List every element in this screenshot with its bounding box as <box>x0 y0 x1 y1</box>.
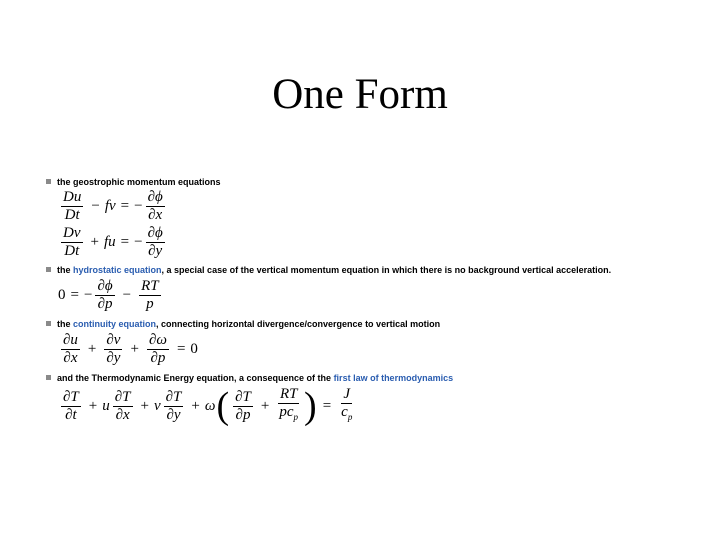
bullet-icon <box>46 179 51 184</box>
item-text-prefix: and the Thermodynamic Energy equation, a consequence of the <box>57 373 334 383</box>
equation-thermodynamic: $\frac{\partial T}{\partial t}$ + u $\frac{\partial T}{\partial x}$ + v $\frac{\partial T}{\partial y}$ + ω ( $\frac{\partial T}{\partial p}$ + $\frac{RT}{pc_p}$ ) = $\frac{J}{c_p}$ <box>63 385 353 427</box>
item-text-prefix: the <box>57 265 74 275</box>
bullet-item-thermodynamic <box>46 373 453 384</box>
hydrostatic-equation-link[interactable]: hydrostatic equation <box>73 265 162 275</box>
equation-hydrostatic: 0 = − $\frac{\partial\phi}{\partial p}$ − $\frac{RT}{p}$ <box>58 278 159 312</box>
bullet-icon <box>46 267 51 272</box>
bullet-item-hydrostatic <box>46 265 611 276</box>
first-law-link[interactable]: first law of thermodynamics <box>333 373 454 383</box>
equation-geostrophic-u: $\frac{Du}{Dt}$ − fv = − $\frac{\partial\phi}{\partial x}$ <box>63 189 163 223</box>
continuity-equation-link[interactable]: continuity equation <box>73 319 157 329</box>
equation-geostrophic-v: $\frac{Dv}{Dt}$ + fu = − $\frac{\partial\phi}{\partial y}$ <box>63 225 163 259</box>
bullet-item-geostrophic <box>46 177 221 188</box>
item-text-suffix: , connecting horizontal divergence/convergence to vertical motion <box>156 319 441 329</box>
equation-continuity: $\frac{\partial u}{\partial x}$ + $\frac{\partial v}{\partial y}$ + $\frac{\partial\omega}{\partial p}$ = 0 <box>63 332 198 366</box>
item-text-prefix: the <box>57 319 74 329</box>
bullet-icon <box>46 321 51 326</box>
item-text-suffix: , a special case of the vertical momentum equation in which there is no background vertical acceleration. <box>161 265 612 275</box>
item-text: the geostrophic momentum equations <box>57 177 221 187</box>
bullet-icon <box>46 375 51 380</box>
slide-title: One Form <box>272 71 448 118</box>
bullet-item-continuity <box>46 319 440 330</box>
